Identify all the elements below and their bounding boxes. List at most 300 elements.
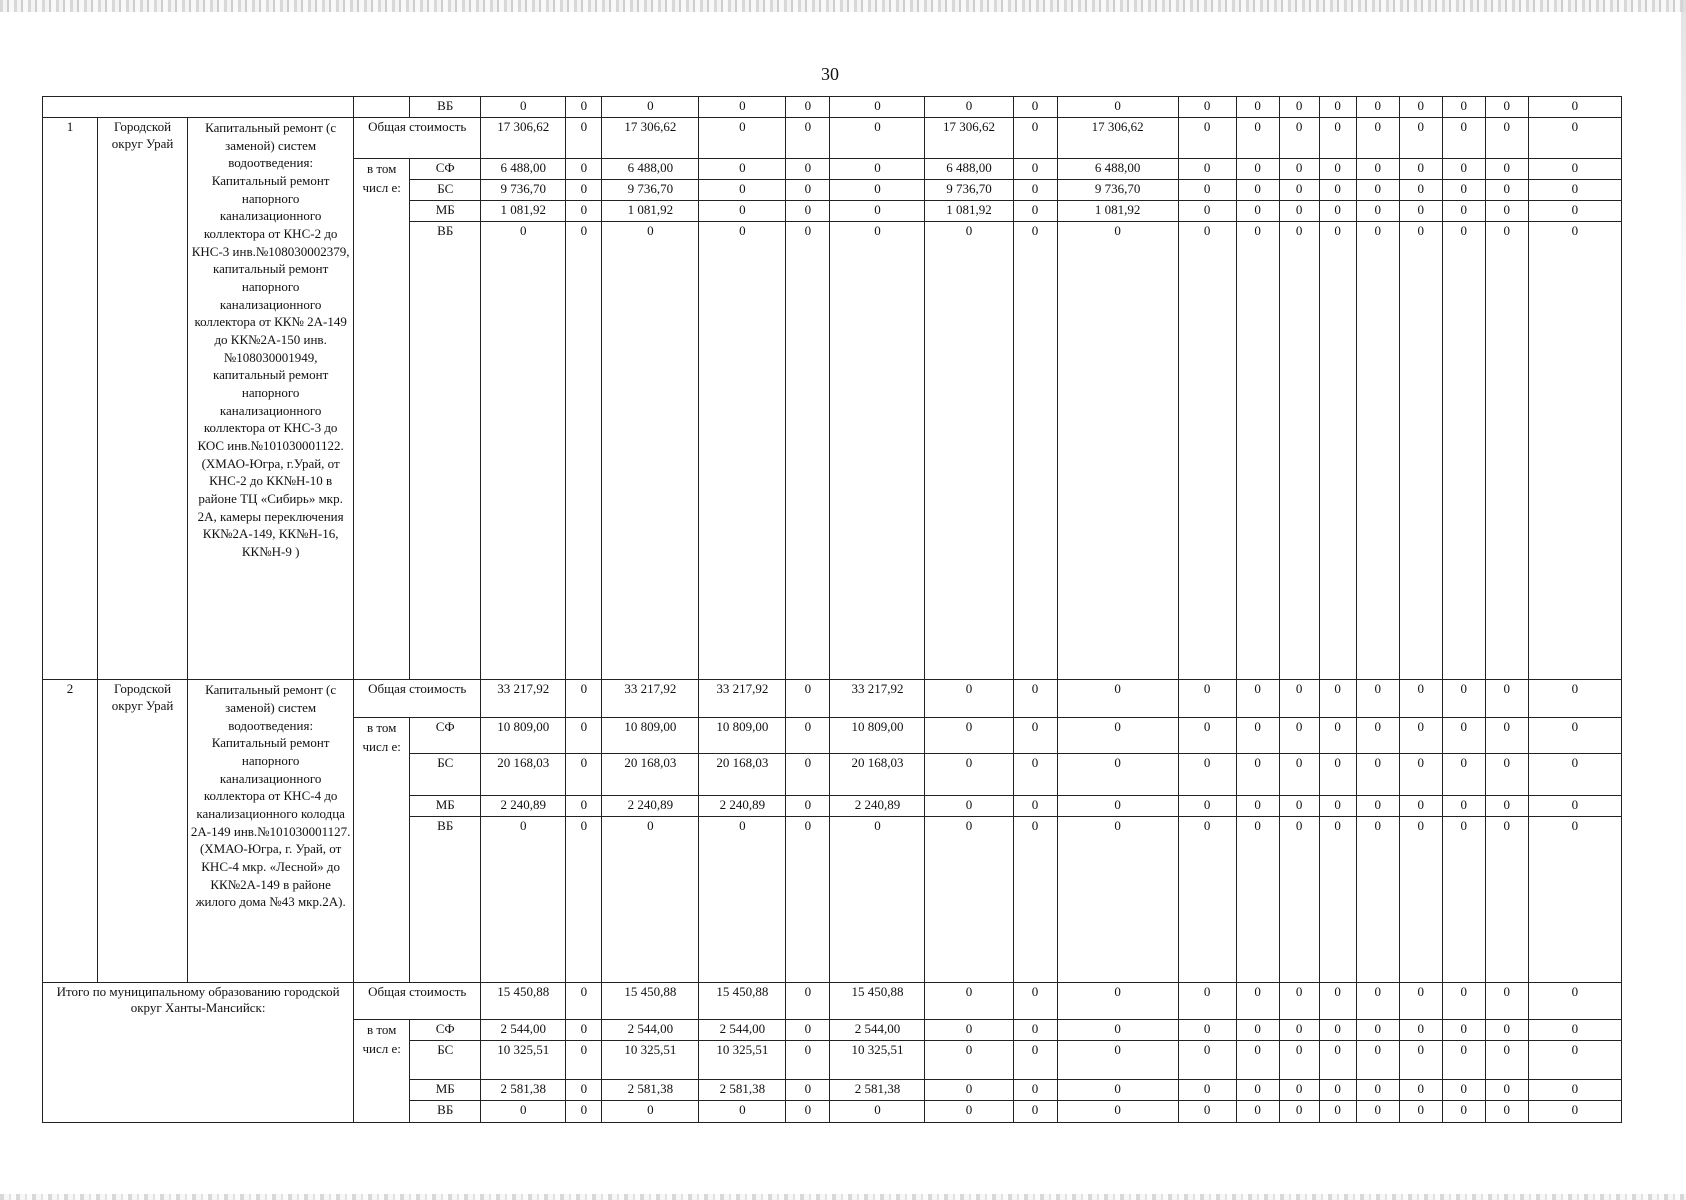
value-cell: 0 <box>925 754 1013 795</box>
value-cell: 0 <box>1528 117 1621 158</box>
value-cell: 0 <box>1057 1101 1178 1123</box>
value-cell: 0 <box>1178 1040 1236 1079</box>
value-cell: 0 <box>1356 117 1399 158</box>
value-cell: 0 <box>786 983 830 1020</box>
value-cell: 0 <box>566 222 602 680</box>
value-cell: 0 <box>1528 201 1621 222</box>
value-cell: 0 <box>1356 680 1399 718</box>
source-label: БС <box>410 180 481 201</box>
value-cell: 0 <box>786 222 830 680</box>
value-cell: 0 <box>1013 159 1057 180</box>
table-row <box>43 983 1622 1020</box>
value-cell: 0 <box>1485 159 1528 180</box>
value-cell: 0 <box>602 222 699 680</box>
value-cell: 0 <box>1399 680 1442 718</box>
value-cell: 0 <box>1057 718 1178 754</box>
value-cell: 0 <box>1013 983 1057 1020</box>
value-cell: 0 <box>699 97 786 118</box>
value-cell: 0 <box>1178 816 1236 983</box>
value-cell: 0 <box>1279 201 1319 222</box>
value-cell: 0 <box>1319 201 1356 222</box>
source-label: БС <box>410 754 481 795</box>
value-cell: 0 <box>481 97 566 118</box>
value-cell: 0 <box>1236 159 1279 180</box>
value-cell: 0 <box>1178 795 1236 816</box>
value-cell: 0 <box>1236 1101 1279 1123</box>
value-cell: 10 809,00 <box>830 718 925 754</box>
including-label: в том числ е: <box>354 1020 410 1123</box>
value-cell: 0 <box>1399 1040 1442 1079</box>
value-cell: 0 <box>1279 1080 1319 1101</box>
value-cell: 0 <box>1442 795 1485 816</box>
value-cell: 0 <box>786 754 830 795</box>
value-cell: 0 <box>1319 1040 1356 1079</box>
value-cell: 0 <box>786 117 830 158</box>
value-cell: 0 <box>1279 680 1319 718</box>
value-cell: 0 <box>1442 718 1485 754</box>
value-cell: 2 240,89 <box>699 795 786 816</box>
value-cell: 0 <box>1236 816 1279 983</box>
carry-row <box>43 97 1622 118</box>
value-cell: 0 <box>1057 222 1178 680</box>
value-cell: 0 <box>1485 718 1528 754</box>
value-cell: 0 <box>830 97 925 118</box>
value-cell: 6 488,00 <box>925 159 1013 180</box>
value-cell: 0 <box>1528 97 1621 118</box>
budget-table <box>42 96 1622 1123</box>
value-cell: 33 217,92 <box>699 680 786 718</box>
value-cell: 0 <box>1485 816 1528 983</box>
value-cell: 2 544,00 <box>602 1020 699 1041</box>
value-cell: 0 <box>1319 117 1356 158</box>
value-cell: 0 <box>566 816 602 983</box>
value-cell: 0 <box>1178 159 1236 180</box>
value-cell: 0 <box>1528 180 1621 201</box>
value-cell: 0 <box>1399 983 1442 1020</box>
value-cell: 0 <box>925 1040 1013 1079</box>
value-cell: 0 <box>1442 180 1485 201</box>
value-cell: 0 <box>1279 754 1319 795</box>
value-cell: 0 <box>925 680 1013 718</box>
value-cell: 0 <box>1319 222 1356 680</box>
value-cell: 0 <box>1319 680 1356 718</box>
value-cell: 0 <box>699 201 786 222</box>
value-cell: 0 <box>1279 222 1319 680</box>
value-cell: 0 <box>1013 754 1057 795</box>
value-cell: 0 <box>1279 816 1319 983</box>
value-cell: 0 <box>1528 1101 1621 1123</box>
empty-cell <box>354 97 410 118</box>
value-cell: 6 488,00 <box>602 159 699 180</box>
value-cell: 0 <box>1442 983 1485 1020</box>
value-cell: 0 <box>1236 1020 1279 1041</box>
value-cell: 0 <box>1442 1101 1485 1123</box>
value-cell: 0 <box>1013 201 1057 222</box>
value-cell: 0 <box>1356 1020 1399 1041</box>
value-cell: 9 736,70 <box>602 180 699 201</box>
empty-cell <box>43 97 354 118</box>
value-cell: 2 240,89 <box>830 795 925 816</box>
value-cell: 0 <box>1279 180 1319 201</box>
value-cell: 17 306,62 <box>925 117 1013 158</box>
value-cell: 0 <box>1178 1020 1236 1041</box>
value-cell: 0 <box>1528 680 1621 718</box>
value-cell: 2 240,89 <box>481 795 566 816</box>
value-cell: 0 <box>1178 718 1236 754</box>
value-cell: 0 <box>1485 1040 1528 1079</box>
value-cell: 0 <box>1442 222 1485 680</box>
value-cell: 0 <box>1528 222 1621 680</box>
value-cell: 0 <box>1442 97 1485 118</box>
value-cell: 0 <box>481 1101 566 1123</box>
value-cell: 0 <box>1356 795 1399 816</box>
value-cell: 0 <box>786 159 830 180</box>
value-cell: 9 736,70 <box>481 180 566 201</box>
value-cell: 0 <box>566 201 602 222</box>
value-cell: 0 <box>1013 680 1057 718</box>
value-cell: 10 809,00 <box>699 718 786 754</box>
value-cell: 10 325,51 <box>830 1040 925 1079</box>
value-cell: 0 <box>1356 222 1399 680</box>
value-cell: 0 <box>1485 222 1528 680</box>
value-cell: 0 <box>1057 680 1178 718</box>
value-cell: 9 736,70 <box>1057 180 1178 201</box>
value-cell: 0 <box>602 816 699 983</box>
value-cell: 0 <box>830 1101 925 1123</box>
value-cell: 0 <box>786 1040 830 1079</box>
value-cell: 0 <box>830 222 925 680</box>
value-cell: 0 <box>566 117 602 158</box>
source-label: ВБ <box>410 222 481 680</box>
value-cell: 0 <box>1485 983 1528 1020</box>
value-cell: 0 <box>1178 983 1236 1020</box>
value-cell: 0 <box>1399 97 1442 118</box>
value-cell: 0 <box>1013 97 1057 118</box>
value-cell: 0 <box>1178 680 1236 718</box>
value-cell: 0 <box>1528 983 1621 1020</box>
value-cell: 0 <box>1236 201 1279 222</box>
value-cell: 0 <box>566 754 602 795</box>
source-label: МБ <box>410 795 481 816</box>
value-cell: 0 <box>1442 754 1485 795</box>
value-cell: 2 581,38 <box>699 1080 786 1101</box>
value-cell: 0 <box>1057 1040 1178 1079</box>
value-cell: 0 <box>1528 1080 1621 1101</box>
value-cell: 0 <box>786 201 830 222</box>
value-cell: 10 325,51 <box>481 1040 566 1079</box>
table-row <box>43 117 1622 158</box>
source-label: ВБ <box>410 816 481 983</box>
source-label: ВБ <box>410 1101 481 1123</box>
value-cell: 0 <box>1442 1040 1485 1079</box>
page-number: 30 <box>821 64 839 84</box>
value-cell: 0 <box>1319 180 1356 201</box>
value-cell: 0 <box>699 816 786 983</box>
value-cell: 0 <box>1236 180 1279 201</box>
value-cell: 0 <box>1319 816 1356 983</box>
value-cell: 0 <box>1442 816 1485 983</box>
value-cell: 0 <box>1178 222 1236 680</box>
value-cell: 0 <box>1485 1080 1528 1101</box>
value-cell: 0 <box>1442 1080 1485 1101</box>
value-cell: 0 <box>1356 718 1399 754</box>
value-cell: 0 <box>1528 754 1621 795</box>
value-cell: 0 <box>1057 816 1178 983</box>
scan-edge-right <box>1681 0 1686 330</box>
value-cell: 0 <box>830 117 925 158</box>
value-cell: 0 <box>830 201 925 222</box>
municipality-cell: Городской округ Урай <box>98 680 188 983</box>
value-cell: 0 <box>1236 680 1279 718</box>
value-cell: 0 <box>1485 1101 1528 1123</box>
value-cell: 0 <box>1319 754 1356 795</box>
value-cell: 0 <box>1399 1080 1442 1101</box>
value-cell: 0 <box>1236 983 1279 1020</box>
value-cell: 0 <box>830 159 925 180</box>
value-cell: 10 809,00 <box>602 718 699 754</box>
value-cell: 0 <box>1485 754 1528 795</box>
value-cell: 0 <box>566 97 602 118</box>
value-cell: 0 <box>1319 159 1356 180</box>
value-cell: 0 <box>1528 795 1621 816</box>
value-cell: 0 <box>786 1101 830 1123</box>
value-cell: 0 <box>699 180 786 201</box>
value-cell: 0 <box>1399 1020 1442 1041</box>
value-cell: 0 <box>1485 180 1528 201</box>
value-cell: 0 <box>786 795 830 816</box>
value-cell: 0 <box>1528 816 1621 983</box>
value-cell: 0 <box>566 1020 602 1041</box>
source-label: СФ <box>410 1020 481 1041</box>
value-cell: 0 <box>1485 117 1528 158</box>
value-cell: 0 <box>1356 816 1399 983</box>
value-cell: 0 <box>1528 718 1621 754</box>
value-cell: 0 <box>1236 718 1279 754</box>
value-cell: 0 <box>1178 180 1236 201</box>
value-cell: 0 <box>925 983 1013 1020</box>
value-cell: 0 <box>1319 97 1356 118</box>
value-cell: 0 <box>1279 1020 1319 1041</box>
value-cell: 0 <box>1279 117 1319 158</box>
value-cell: 0 <box>1356 754 1399 795</box>
value-cell: 0 <box>1399 816 1442 983</box>
value-cell: 2 581,38 <box>602 1080 699 1101</box>
value-cell: 0 <box>1399 754 1442 795</box>
value-cell: 0 <box>1399 201 1442 222</box>
value-cell: 0 <box>1442 117 1485 158</box>
total-cost-label: Общая стоимость <box>354 117 481 158</box>
municipality-cell: Городской округ Урай <box>98 117 188 679</box>
value-cell: 0 <box>1528 1040 1621 1079</box>
value-cell: 0 <box>1356 1040 1399 1079</box>
value-cell: 0 <box>1279 1101 1319 1123</box>
source-label: СФ <box>410 159 481 180</box>
value-cell: 0 <box>925 795 1013 816</box>
value-cell: 0 <box>1319 1020 1356 1041</box>
value-cell: 2 544,00 <box>699 1020 786 1041</box>
value-cell: 15 450,88 <box>699 983 786 1020</box>
value-cell: 0 <box>566 1040 602 1079</box>
value-cell: 0 <box>1399 795 1442 816</box>
summary-label: Итого по муниципальному образованию городской округ Ханты-Мансийск: <box>43 983 354 1123</box>
value-cell: 0 <box>1057 1080 1178 1101</box>
value-cell: 0 <box>1442 680 1485 718</box>
value-cell: 0 <box>1319 795 1356 816</box>
value-cell: 0 <box>786 816 830 983</box>
value-cell: 0 <box>1279 718 1319 754</box>
value-cell: 0 <box>1356 1080 1399 1101</box>
value-cell: 2 240,89 <box>602 795 699 816</box>
value-cell: 33 217,92 <box>481 680 566 718</box>
value-cell: 0 <box>786 1020 830 1041</box>
table-row <box>43 680 1622 718</box>
value-cell: 0 <box>1279 795 1319 816</box>
value-cell: 0 <box>786 718 830 754</box>
value-cell: 0 <box>1236 795 1279 816</box>
value-cell: 0 <box>1057 795 1178 816</box>
value-cell: 0 <box>925 718 1013 754</box>
value-cell: 0 <box>1279 159 1319 180</box>
value-cell: 1 081,92 <box>481 201 566 222</box>
value-cell: 0 <box>1013 1080 1057 1101</box>
value-cell: 0 <box>1485 201 1528 222</box>
value-cell: 0 <box>1356 97 1399 118</box>
value-cell: 0 <box>1236 97 1279 118</box>
value-cell: 0 <box>1236 1080 1279 1101</box>
value-cell: 0 <box>1319 983 1356 1020</box>
value-cell: 10 325,51 <box>602 1040 699 1079</box>
value-cell: 0 <box>786 1080 830 1101</box>
value-cell: 0 <box>1013 1101 1057 1123</box>
value-cell: 2 581,38 <box>481 1080 566 1101</box>
value-cell: 0 <box>1013 1040 1057 1079</box>
value-cell: 0 <box>1178 754 1236 795</box>
value-cell: 0 <box>1399 159 1442 180</box>
value-cell: 0 <box>566 680 602 718</box>
value-cell: 0 <box>1013 222 1057 680</box>
value-cell: 15 450,88 <box>481 983 566 1020</box>
value-cell: 0 <box>481 222 566 680</box>
value-cell: 0 <box>699 1101 786 1123</box>
value-cell: 0 <box>699 222 786 680</box>
value-cell: 0 <box>1236 222 1279 680</box>
value-cell: 33 217,92 <box>830 680 925 718</box>
value-cell: 0 <box>925 97 1013 118</box>
value-cell: 0 <box>1013 1020 1057 1041</box>
value-cell: 0 <box>1236 1040 1279 1079</box>
value-cell: 10 809,00 <box>481 718 566 754</box>
total-cost-label: Общая стоимость <box>354 680 481 718</box>
source-label: БС <box>410 1040 481 1079</box>
value-cell: 0 <box>1013 180 1057 201</box>
value-cell: 0 <box>566 1080 602 1101</box>
source-label: СФ <box>410 718 481 754</box>
value-cell: 6 488,00 <box>481 159 566 180</box>
source-label: МБ <box>410 201 481 222</box>
value-cell: 1 081,92 <box>925 201 1013 222</box>
value-cell: 0 <box>1356 983 1399 1020</box>
value-cell: 10 325,51 <box>699 1040 786 1079</box>
scan-edge-top <box>0 0 1686 12</box>
value-cell: 0 <box>481 816 566 983</box>
value-cell: 0 <box>566 180 602 201</box>
value-cell: 0 <box>1399 1101 1442 1123</box>
value-cell: 6 488,00 <box>1057 159 1178 180</box>
row-index: 2 <box>43 680 98 983</box>
value-cell: 0 <box>1057 97 1178 118</box>
value-cell: 33 217,92 <box>602 680 699 718</box>
value-cell: 0 <box>1485 680 1528 718</box>
row-index: 1 <box>43 117 98 679</box>
value-cell: 0 <box>1013 718 1057 754</box>
value-cell: 0 <box>1485 1020 1528 1041</box>
value-cell: 0 <box>1319 1080 1356 1101</box>
value-cell: 20 168,03 <box>699 754 786 795</box>
value-cell: 0 <box>1236 754 1279 795</box>
source-label: МБ <box>410 1080 481 1101</box>
value-cell: 0 <box>1442 1020 1485 1041</box>
total-cost-label: Общая стоимость <box>354 983 481 1020</box>
value-cell: 0 <box>1356 180 1399 201</box>
value-cell: 0 <box>1178 1080 1236 1101</box>
value-cell: 0 <box>1013 117 1057 158</box>
value-cell: 0 <box>1319 718 1356 754</box>
value-cell: 17 306,62 <box>1057 117 1178 158</box>
value-cell: 0 <box>786 97 830 118</box>
value-cell: 0 <box>566 718 602 754</box>
value-cell: 0 <box>699 159 786 180</box>
including-label: в том числ е: <box>354 718 410 983</box>
value-cell: 0 <box>1279 97 1319 118</box>
value-cell: 0 <box>1057 1020 1178 1041</box>
description-cell: Капитальный ремонт (с заменой) систем водоотведения: Капитальный ремонт напорного канализационного коллектора от КНС-4 до канализационного колодца 2А-149 инв.№101030001127. (ХМАО-Югра, г. Урай, от КНС-4 мкр. «Лесной» до КК№2А-149 в районе жилого дома №43 мкр.2А). <box>188 680 354 983</box>
value-cell: 20 168,03 <box>830 754 925 795</box>
scan-edge-bottom <box>0 1194 1686 1200</box>
value-cell: 0 <box>1356 201 1399 222</box>
value-cell: 2 544,00 <box>481 1020 566 1041</box>
description-cell: Капитальный ремонт (с заменой) систем водоотведения: Капитальный ремонт напорного канализационного коллектора от КНС-2 до КНС-3 инв.№108030002379, капитальный ремонт напорного канализационного коллектора от КК№ 2А-149 до КК№2А-150 инв.№108030001949, капитальный ремонт напорного канализационного коллектора от КНС-3 до КОС инв.№101030001122. (ХМАО-Югра, г.Урай, от КНС-2 до КК№Н-10 в районе ТЦ «Сибирь» мкр. 2А, камеры переключения КК№2А-149, КК№Н-16, КК№Н-9 ) <box>188 117 354 679</box>
value-cell: 0 <box>1528 1020 1621 1041</box>
value-cell: 0 <box>602 97 699 118</box>
value-cell: 0 <box>1178 117 1236 158</box>
value-cell: 9 736,70 <box>925 180 1013 201</box>
value-cell: 1 081,92 <box>602 201 699 222</box>
value-cell: 0 <box>1399 222 1442 680</box>
value-cell: 15 450,88 <box>602 983 699 1020</box>
value-cell: 0 <box>602 1101 699 1123</box>
value-cell: 0 <box>1399 117 1442 158</box>
value-cell: 17 306,62 <box>481 117 566 158</box>
value-cell: 0 <box>786 680 830 718</box>
value-cell: 0 <box>1485 795 1528 816</box>
value-cell: 0 <box>786 180 830 201</box>
including-label: в том числ е: <box>354 159 410 680</box>
value-cell: 0 <box>566 983 602 1020</box>
value-cell: 0 <box>925 1080 1013 1101</box>
value-cell: 20 168,03 <box>481 754 566 795</box>
value-cell: 20 168,03 <box>602 754 699 795</box>
value-cell: 0 <box>1279 1040 1319 1079</box>
value-cell: 0 <box>1399 718 1442 754</box>
value-cell: 0 <box>1442 159 1485 180</box>
value-cell: 0 <box>1399 180 1442 201</box>
value-cell: 0 <box>566 795 602 816</box>
value-cell: 0 <box>566 1101 602 1123</box>
value-cell: 0 <box>830 816 925 983</box>
value-cell: 0 <box>1057 983 1178 1020</box>
value-cell: 0 <box>1178 1101 1236 1123</box>
value-cell: 0 <box>925 1020 1013 1041</box>
